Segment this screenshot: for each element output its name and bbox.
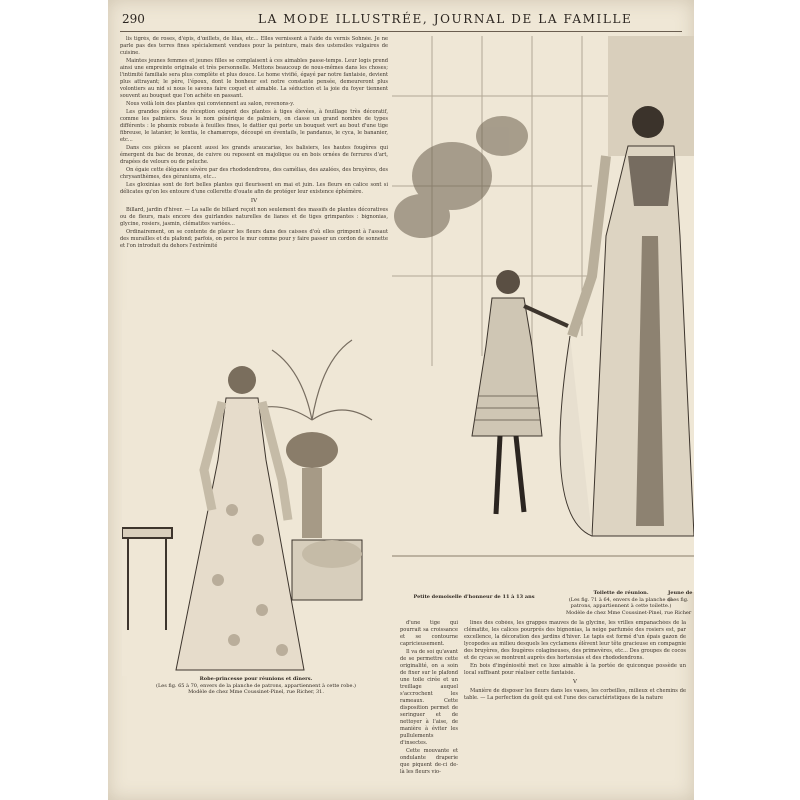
paragraph: Cette mouvante et ondulante draperie que piquent de-ci de-là les fleurs vio- <box>400 748 458 775</box>
engraving-mother-and-child <box>392 36 694 592</box>
caption-title: Petite demoiselle d'honneur de 11 à 13 ans <box>413 594 535 600</box>
caption-credit: Modèle de chez Mme Coussinet-Pinel, rue Richer, 31. <box>188 689 324 695</box>
magazine-page <box>108 0 694 800</box>
paragraph: Manière de disposer les fleurs dans les vases, les corbeilles, milieux et chemins de table. — La perfection du goût qui est l'une des caractéristiques de la nature <box>464 688 686 701</box>
engraving-princess-dress <box>122 310 390 676</box>
page-number: 290 <box>122 12 145 26</box>
section-number: V <box>573 679 577 685</box>
paragraph: d'une tige qui pourrait sa croissance et se contourne capricieusement. <box>400 620 458 647</box>
section-number: IV <box>250 198 258 204</box>
caption-princess-dress <box>122 676 390 696</box>
caption-note: (Les fig. 65 à 70, envers de la planche de patrons, appartiennent à cette robe.) <box>156 682 356 689</box>
paragraph: On égaie cette élégance sévère par des rhododendrons, des camélias, des azalées, des bruyères, des chrysanthèmes, des géraniums, etc... <box>120 167 388 180</box>
left-text-column <box>120 36 388 304</box>
journal-title: LA MODE ILLUSTRÉE, JOURNAL DE LA FAMILLE <box>258 12 633 26</box>
caption-note: (Les fig. <box>668 596 689 603</box>
caption-far-right <box>668 590 694 603</box>
caption-title: Toilette de réunion. <box>593 590 649 596</box>
caption-credit: Modèle de chez Mme Coussinet-Pinel, rue Richer <box>566 609 692 616</box>
paragraph: Les gloxinias sont de fort belles plantes qui fleurissent en mai et juin. Les fleurs en calice sont si délicates qu'on les entoure d'une collerette d'ouate afin de protéger leur existence éphémère. <box>120 182 388 195</box>
paragraph: lis tigrés, de roses, d'épis, d'œillets, de lilas, etc... Elles vernissent à l'aide du vernis Sohnée. Je ne parle pas des terres fines spécialement vendues pour la peinture, mais des ustensiles vulgaires de cuisine. <box>120 36 388 56</box>
caption-title: Jeune de <box>668 590 693 596</box>
caption-note: (Les fig. 71 à 64, envers de la planche de patrons, appartiennent à cette toilette.) <box>568 596 674 609</box>
engraving-conservatory-figures <box>392 36 694 592</box>
bottom-text-column-2 <box>464 620 686 796</box>
paragraph: Il va de soi qu'avant de se permettre cette originalité, on a soin de fixer sur le plafond une toile cirée et un treillage auquel s'accrochent les rameaux. Cette disposition permet de seringuer et de nettoyer à l'aise, de manière à éviter les pullulements d'insectes. <box>400 649 458 746</box>
caption-title: Robe-princesse pour réunions et dîners. <box>199 676 313 682</box>
header-rule <box>120 31 682 32</box>
paragraph: lines des cobées, les grappes mauves de la glycine, les vrilles empanachées de la clématite, les calices pourprés des bignonias, la neige parfumée des rosiers est, par excellence, la décoration des jardins d'hiver. Le tapis est formé d'un épais gazon de lycopodes au milieu desquels les cyclamens élèvent leur tête gracieuse en compagnie des bruyères, des fougères colagineuses, des primevères, etc... Des groupes de cocos et de cycas se montrent auprès des hortensias et des rhododendrons. <box>464 620 686 661</box>
paragraph: En bois d'ingéniosité met ce luxe aimable à la portée de quiconque possède un local suffisant pour réaliser cette fantaisie. <box>464 663 686 676</box>
paragraph: Maintes jeunes femmes et jeunes filles se complaisent à ces aimables passe-temps. Leur logis prend ainsi une empreinte originale et très personnelle. Mettons beaucoup de nous-mêmes dans les choses; l'intimité familiale sera plus complète et plus douce. Le home vivifié, égayé par notre fantaisie, devient plus attrayant; le père, l'époux, dont le bonheur est notre constante pensée, demeureront plus volontiers au nid si nous le savons faire coquet et aimable. La séduction et la joie du foyer tiennent souvent au bouquet que l'on achète en passant. <box>120 58 388 99</box>
paragraph: Dans ces pièces se placent aussi les grands araucarias, les balisiers, les hautes fougères qui émergent du bac de bronze, de cuivre ou reposent en majolique ou en bois ornées de ferrures d'art, drapées de velours ou de peluche. <box>120 145 388 165</box>
paragraph: Les grandes pièces de réception exigent des plantes à tiges élevées, à feuillage très décoratif, comme les palmiers. Sous le nom générique de palmiers, on classe un grand nombre de types différents : le phœnix robuste à feuilles fines, le dattier qui porte un bouquet vert au bout d'une tige fibreuse, le latanier, le kentia, le chamærops, découpé en éventails, le pandanus, le cyca, le bananier, etc... <box>120 109 388 143</box>
caption-child <box>394 594 554 601</box>
paragraph: Ordinairement, on se contente de placer les fleurs dans des caisses d'où elles grimpent à l'assaut des murailles et du plafond; parfois, on perce le mur comme pour y faire passer un cordon de sonnette et l'on introduit du dehors l'extrémité <box>120 229 388 249</box>
paragraph: Nous voilà loin des plantes qui conviennent au salon, revenons-y. <box>126 101 295 107</box>
engraving-princess-dress-figure <box>122 310 390 676</box>
paragraph: Billard, jardin d'hiver. — La salle de billard reçoit non seulement des massifs de plantes décoratives ou de fleurs, mais encore des guirlandes naturelles de lianes et de tiges grimpantes : bignonias, glycine, rosiers, jasmin, clématites variées... <box>120 207 388 227</box>
bottom-text-column-1 <box>400 620 458 796</box>
page-header <box>108 12 694 30</box>
